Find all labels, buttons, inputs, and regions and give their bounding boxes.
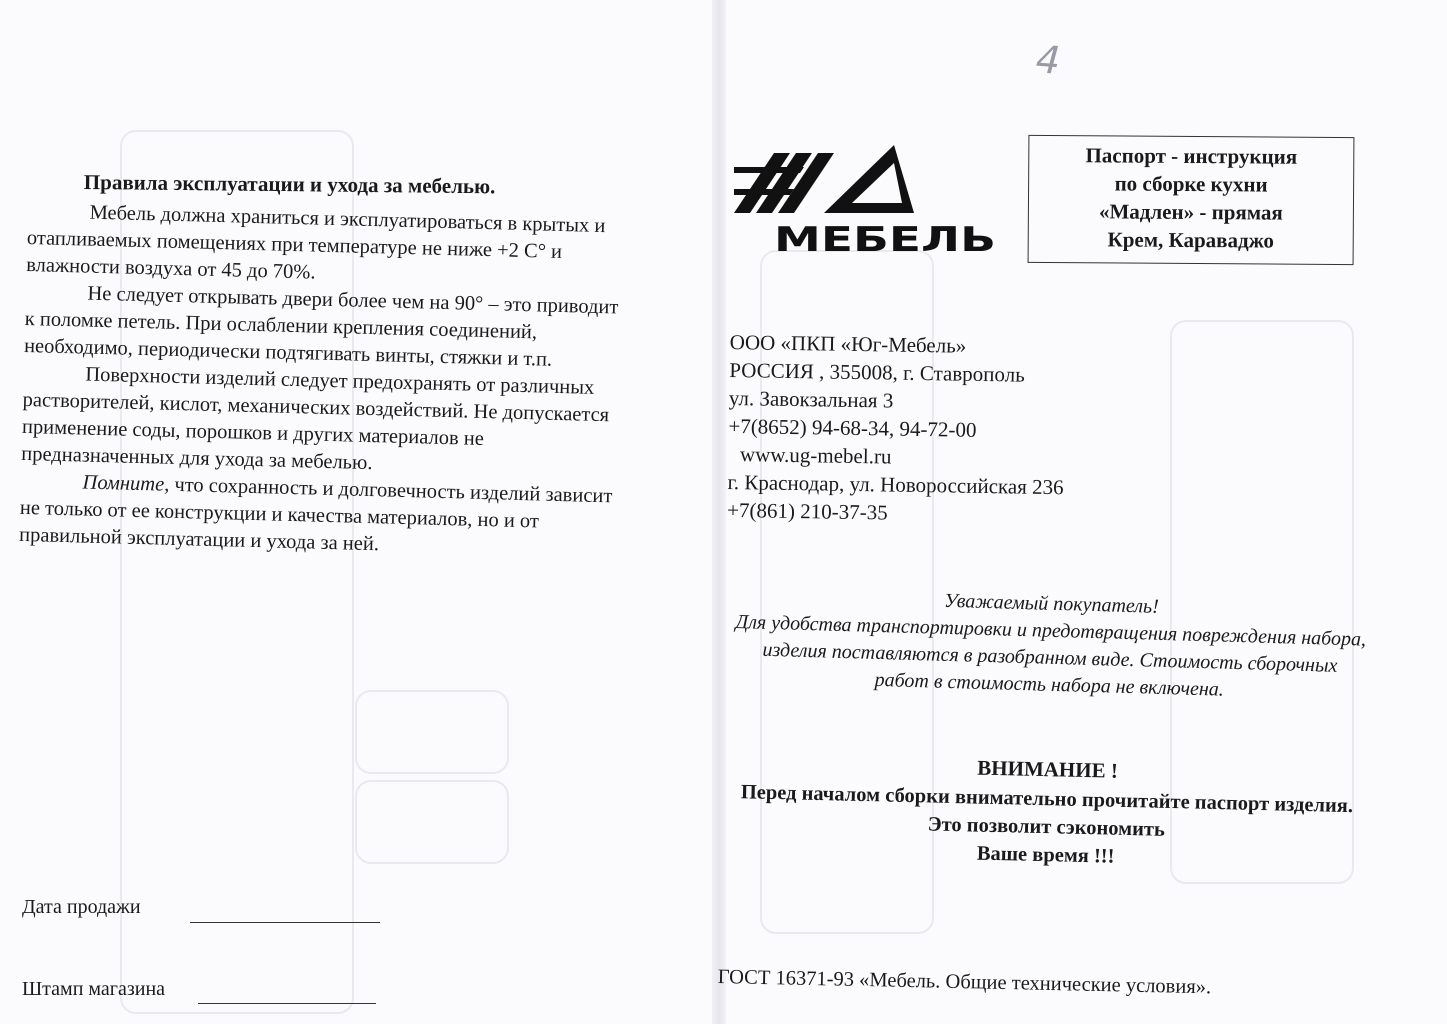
attention-notice bbox=[729, 748, 1363, 876]
company-phone-2: +7(861) 210-37-35 bbox=[726, 497, 888, 525]
customer-text: Для удобства транспортировки и предотвращения повреждения набора, изделия поставляются в разобранном виде. Стоимость сборочных работ в стоимость набора не включена. bbox=[735, 611, 1367, 701]
passport-line-4: Крем, Караваджо bbox=[1107, 227, 1274, 253]
shop-stamp-line bbox=[198, 1003, 376, 1004]
sale-date-label: Дата продажи bbox=[22, 896, 141, 918]
yug-mebel-logo bbox=[734, 133, 1000, 255]
company-address-2: ул. Завокзальная 3 bbox=[728, 385, 894, 413]
remember-word: Помните bbox=[82, 471, 165, 496]
shop-stamp-label: Штамп магазина bbox=[22, 978, 166, 1000]
handwritten-page-number: 4 bbox=[1034, 37, 1062, 83]
rules-paragraph-remember bbox=[19, 468, 621, 565]
rules-paragraph-storage: Мебель должна храниться и эксплуатироваться в крытых и отапливаемых помещениях при температуре не ниже +2 С° и влажности воздуха от 45 до 70%. bbox=[25, 201, 606, 284]
passport-title-box bbox=[1028, 135, 1355, 265]
passport-line-3: «Мадлен» - прямая bbox=[1098, 199, 1283, 225]
passport-line-2: по сборке кухни bbox=[1114, 171, 1268, 197]
company-phone-1: +7(8652) 94-68-34, 94-72-00 bbox=[728, 413, 977, 442]
company-address-3: г. Краснодар, ул. Новороссийская 236 bbox=[727, 469, 1064, 500]
attention-text: Перед началом сборки внимательно прочитайте паспорт изделия. Это позволит сэкономить bbox=[740, 781, 1354, 841]
rules-paragraph-surfaces: Поверхности изделий следует предохранять от различных растворителей, кислот, механических воздействий. Не допускается применение соды, порошков и других материалов не предназначенных для ухода за мебелью. bbox=[21, 363, 610, 475]
passport-line-1: Паспорт - инструкция bbox=[1085, 143, 1298, 169]
show-through-drawer-1 bbox=[355, 690, 509, 774]
remember-text: , что сохранность и долговечность изделий зависит не только от ее конструкции и качества материалов, но и от правильной эксплуатации и ухода за ней. bbox=[18, 473, 613, 556]
attention-last-line: Ваше время !!! bbox=[976, 842, 1115, 868]
customer-notice bbox=[733, 582, 1368, 708]
rules-title: Правила эксплуатации и ухода за мебелью. bbox=[83, 170, 496, 199]
show-through-drawer-2 bbox=[355, 780, 509, 864]
rules-body bbox=[19, 198, 628, 565]
company-name: ООО «ПКП «Юг-Мебель» bbox=[729, 329, 967, 358]
gost-standard: ГОСТ 16371-93 «Мебель. Общие технические условия». bbox=[717, 966, 1212, 999]
rules-paragraph-doors: Не следует открывать двери более чем на 90° – это приводит к поломке петель. При ослаблении крепления соединений, необходимо, периодически подтягивать винты, стяжки и т.п. bbox=[23, 282, 619, 371]
attention-heading: ВНИМАНИЕ ! bbox=[977, 755, 1119, 783]
company-website: www.ug-mebel.ru bbox=[739, 442, 892, 469]
logo-text: МЕБЕЛЬ bbox=[774, 220, 996, 255]
customer-greeting: Уважаемый покупатель! bbox=[943, 589, 1160, 618]
company-info bbox=[727, 328, 1150, 531]
company-address-1: РОССИЯ , 355008, г. Ставрополь bbox=[729, 357, 1025, 387]
page-fold bbox=[712, 0, 726, 1024]
sale-date-line bbox=[190, 922, 380, 923]
